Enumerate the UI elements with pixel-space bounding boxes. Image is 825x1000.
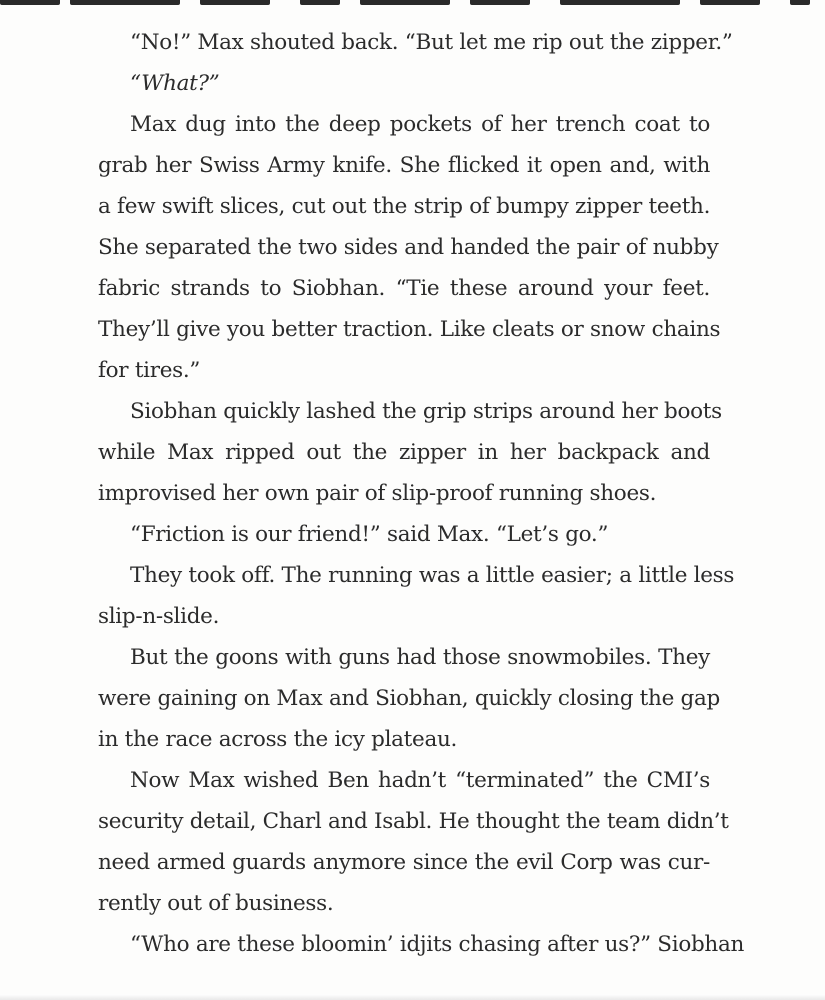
text-line: improvised her own pair of slip-proof running shoes. xyxy=(98,481,657,506)
text-line: They’ll give you better traction. Like cleats or snow chains xyxy=(98,317,721,342)
text-line: a few swift slices, cut out the strip of bumpy zipper teeth. xyxy=(98,194,711,219)
cropped-previous-line xyxy=(0,0,825,10)
text-line: “Who are these bloomin’ idjits chasing after us?” Siobhan xyxy=(130,932,745,957)
text-line: Now Max wished Ben hadn’t “terminated” the CMI’s xyxy=(130,768,710,793)
text-line: for tires.” xyxy=(98,358,201,383)
text-line: “No!” Max shouted back. “But let me rip out the zipper.” xyxy=(130,30,733,55)
text-line: in the race across the icy plateau. xyxy=(98,727,458,752)
text-line: Max dug into the deep pockets of her trench coat to xyxy=(130,112,710,137)
text-line: Siobhan quickly lashed the grip strips around her boots xyxy=(130,399,722,424)
text-line: while Max ripped out the zipper in her backpack and xyxy=(98,440,710,465)
text-line: She separated the two sides and handed the pair of nubby xyxy=(98,235,719,260)
text-line: security detail, Charl and Isabl. He thought the team didn’t xyxy=(98,809,729,834)
text-line: But the goons with guns had those snowmobiles. They xyxy=(130,645,710,670)
text-line: They took off. The running was a little easier; a little less xyxy=(130,563,735,588)
text-line: slip-n-slide. xyxy=(98,604,220,629)
text-line: “What?” xyxy=(130,71,220,96)
text-line: rently out of business. xyxy=(98,891,334,916)
text-line: were gaining on Max and Siobhan, quickly closing the gap xyxy=(98,686,720,711)
text-line: grab her Swiss Army knife. She flicked it open and, with xyxy=(98,153,710,178)
text-line: need armed guards anymore since the evil Corp was cur- xyxy=(98,850,710,875)
text-line: “Friction is our friend!” said Max. “Let’s go.” xyxy=(130,522,609,547)
text-line: fabric strands to Siobhan. “Tie these around your feet. xyxy=(98,276,710,301)
page-edge xyxy=(0,994,825,1000)
